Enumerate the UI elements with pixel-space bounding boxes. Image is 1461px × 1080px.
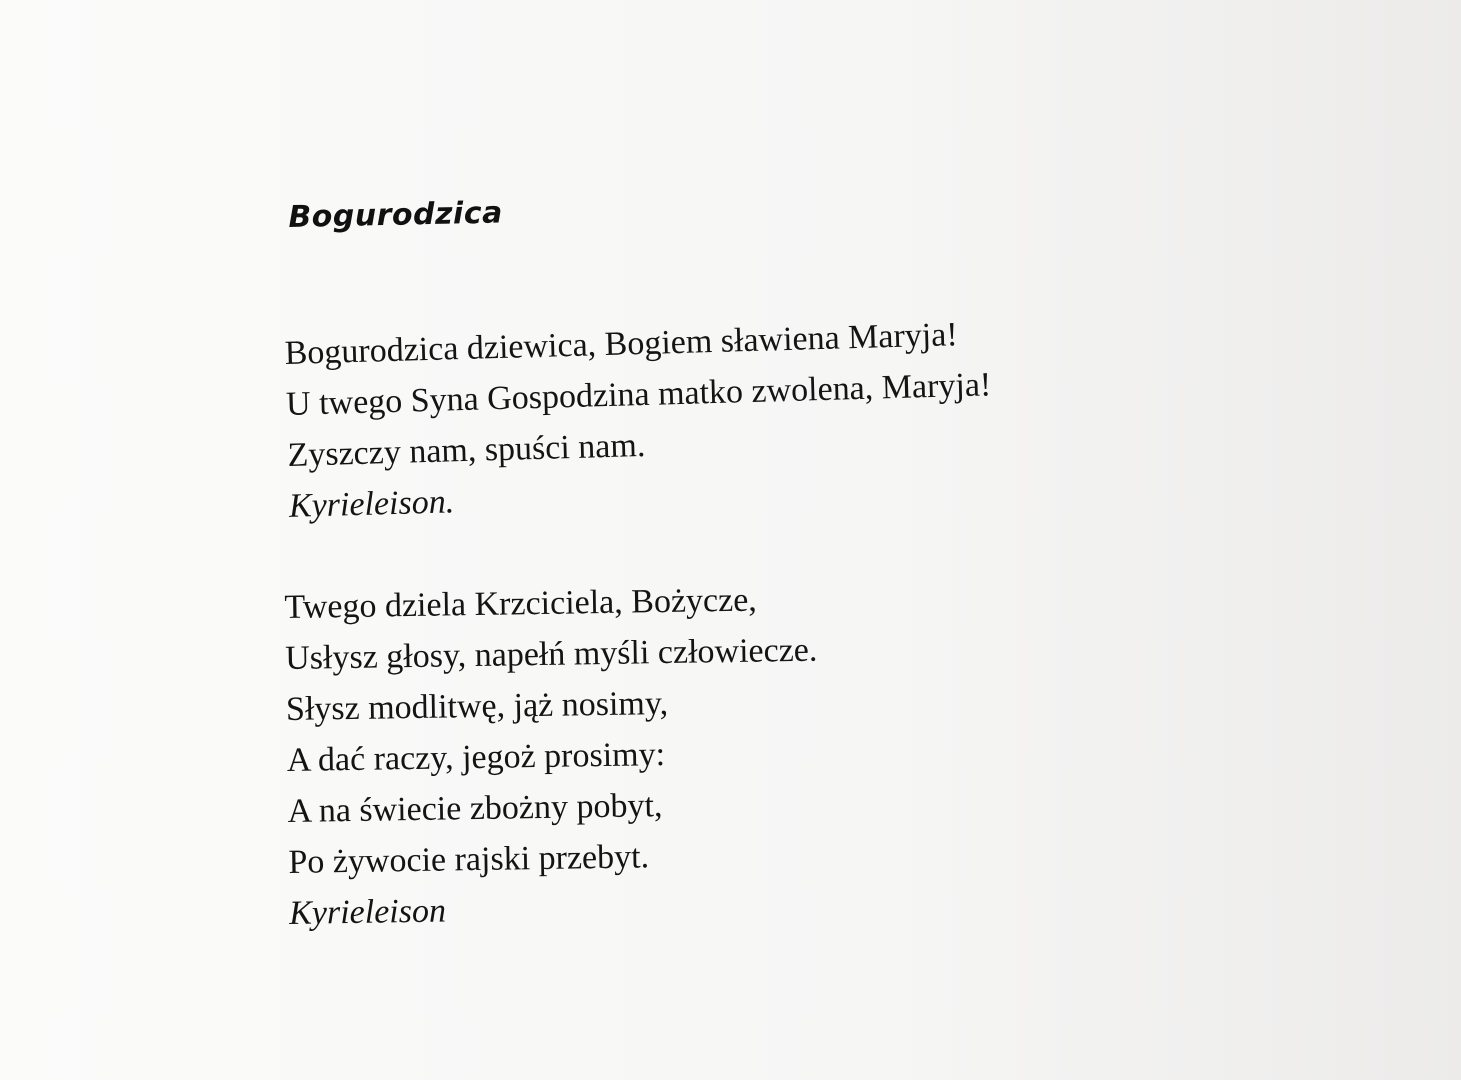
verse-line: Usłysz głosy, napełń myśli człowiecze. xyxy=(284,631,818,677)
verse-line: Zyszczy nam, spuści nam. xyxy=(287,426,646,474)
stanza-1 xyxy=(284,303,1189,532)
verse-line: Po żywocie rajski przebyt. xyxy=(288,838,650,881)
stanza-2 xyxy=(284,568,1189,939)
refrain-line: Kyrieleison. xyxy=(288,483,455,525)
refrain-line: Kyrieleison xyxy=(288,892,447,932)
verse-line: A dać raczy, jegoż prosimy: xyxy=(286,736,666,779)
verse-line: A na świecie zbożny pobyt, xyxy=(287,787,663,830)
poem-title: Bogurodzica xyxy=(288,195,504,235)
verse-line: Słysz modlitwę, jąż nosimy, xyxy=(285,684,669,728)
verse-line: Bogurodzica dziewica, Bogiem sławiena Maryja! xyxy=(284,316,959,372)
verse-line: Twego dziela Krzciciela, Bożycze, xyxy=(284,581,758,626)
verse-line: U twego Syna Gospodzina matko zwolena, Maryja! xyxy=(285,366,992,423)
